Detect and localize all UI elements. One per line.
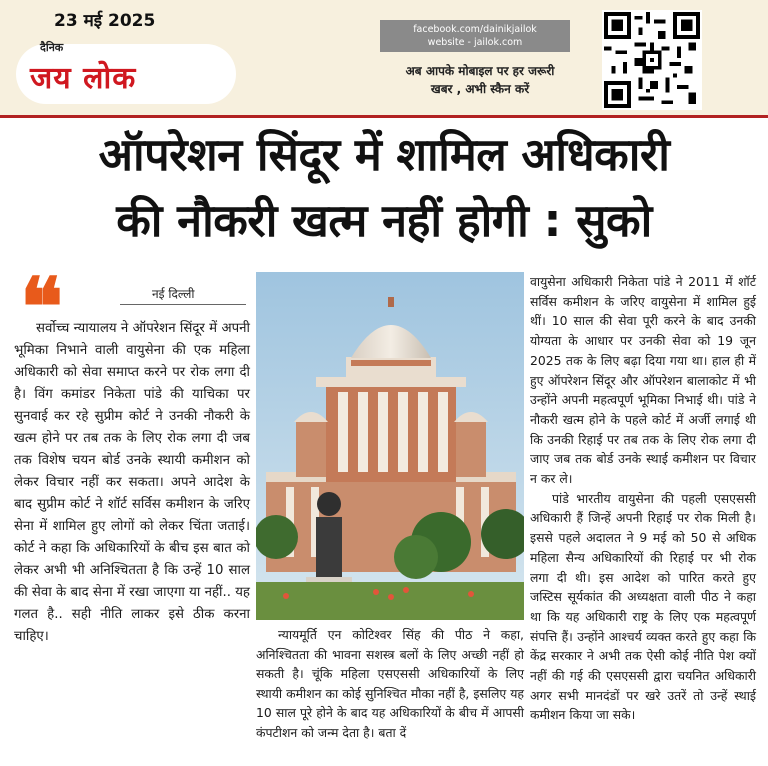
headline <box>0 122 768 254</box>
article-paragraph: वायुसेना अधिकारी निकेता पांडे ने 2011 में शॉर्ट सर्विस कमीशन के जरिए वायुसेना में शामिल हुई थीं। 10 साल की सेवा पूरी करने के बाद उनकी योग्यता के आधार पर उनकी सेवा को 19 जून 2025 तक के लिए बढ़ा दिया गया था। हाल ही में हुए ऑपरेशन सिंदूर और ऑपरेशन बालाकोट में भी उन्होंने अपनी महत्वपूर्ण भूमिका निभाई थी। पांडे ने नौकरी खत्म होने के पहले कोर्ट में अर्जी लगाई थी कि उनकी रिहाई पर तब तक के लिए रोक लगा दी जाए जब तक बोर्ड उनके स्थाई कमीशन पर विचार न कर ले। <box>530 274 756 487</box>
supreme-court-photo <box>256 272 524 620</box>
article-paragraph: न्यायमूर्ति एन कोटिश्वर सिंह की पीठ ने कहा, अनिश्चितता की भावना सशस्त्र बलों के लिए अच्छी नहीं हो सकती है। चूंकि महिला एसएससी अधिकारियों के लिए स्थायी कमीशन का कोई सुनिश्चित मौका नहीं है, इसलिए यह 10 साल पूरे होने के बाद यह अधिकारियों के बीच में आपसी कंपटीशन को जन्म देता है। बता दें <box>256 627 524 740</box>
dateline-divider <box>120 304 246 305</box>
qr-code-icon[interactable] <box>602 10 702 110</box>
scan-prompt-line1: अब आपके मोबाइल पर हर जरूरी <box>405 64 555 78</box>
article-column-right <box>530 272 756 725</box>
scan-prompt-line2: खबर , अभी स्कैन करें <box>430 82 530 96</box>
masthead <box>0 0 768 118</box>
facebook-link[interactable]: facebook.com/dainikjailok <box>413 24 537 35</box>
social-links[interactable] <box>380 20 570 52</box>
headline-line2: की नौकरी खत्म नहीं होगी : सुको <box>116 194 652 247</box>
headline-line1: ऑपरेशन सिंदूर में शामिल अधिकारी <box>98 128 670 181</box>
article-paragraph: पांडे भारतीय वायुसेना की पहली एसएससी अधिकारी हैं जिन्हें अपनी रिहाई पर रोक मिली है। इससे पहले अदालत ने 9 मई को 50 से अधिक महिला सैन्य अधिकारियों की रिहाई पर भी रोक लगा दी थी। इस आदेश को पारित करते हुए जस्टिस सूर्यकांत की अध्यक्षता वाली पीठ ने कहा था कि यह अधिकारी राष्ट्र के लिए एक महत्वपूर्ण संपत्ति हैं। उन्होंने आश्चर्य व्यक्त करते हुए कहा कि केंद्र सरकार ने अभी तक ऐसी कोई नीति पेश क्यों नहीं की गई की एसएससी द्वारा चयनित अधिकारी अगर सभी मानदंडों पर खरे उतरें तो उन्हें स्थाई कमीशन किया जा सके। <box>530 490 756 723</box>
article-column-middle <box>256 625 524 743</box>
quote-icon: ❝ <box>20 260 64 354</box>
paper-logo: जय लोक <box>30 61 137 96</box>
article-paragraph: सर्वोच्च न्यायालय ने ऑपरेशन सिंदूर में अपनी भूमिका निभाने वाली वायुसेना की एक महिला अधिकारी को सेवा समाप्त करने पर रोक लगा दी है। विंग कमांडर निकेता पांडे की याचिका पर सुनवाई कर रहे सुप्रीम कोर्ट ने उनकी नौकरी के खत्म होने पर तब तक के लिए रोक लगा दी जब तक विशेष चयन बोर्ड उनके स्थायी कमीशन को लेकर विचार नहीं कर सकता। अपने आदेश के बाद सुप्रीम कोर्ट ने शॉर्ट सर्विस कमीशन के जरिए सेना में शामिल हुए लोगों को लेकर चिंता जताई। कोर्ट ने कहा कि अधिकारियों के बीच इस बात को लेकर अभी भी अनिश्चितता है कि उन्हें 10 साल की सेवा के बाद सेना में रखा जाएगा या नहीं.. यह गलत है.. सही नीति लाकर इसे ठीक करना चाहिए। <box>14 321 250 644</box>
website-link[interactable]: website - jailok.com <box>427 37 523 48</box>
article-column-left <box>14 318 250 648</box>
scan-prompt <box>390 62 570 98</box>
dateline: नई दिल्ली <box>152 287 195 301</box>
paper-prefix: दैनिक <box>40 41 64 54</box>
issue-date: 23 मई 2025 <box>54 11 156 31</box>
